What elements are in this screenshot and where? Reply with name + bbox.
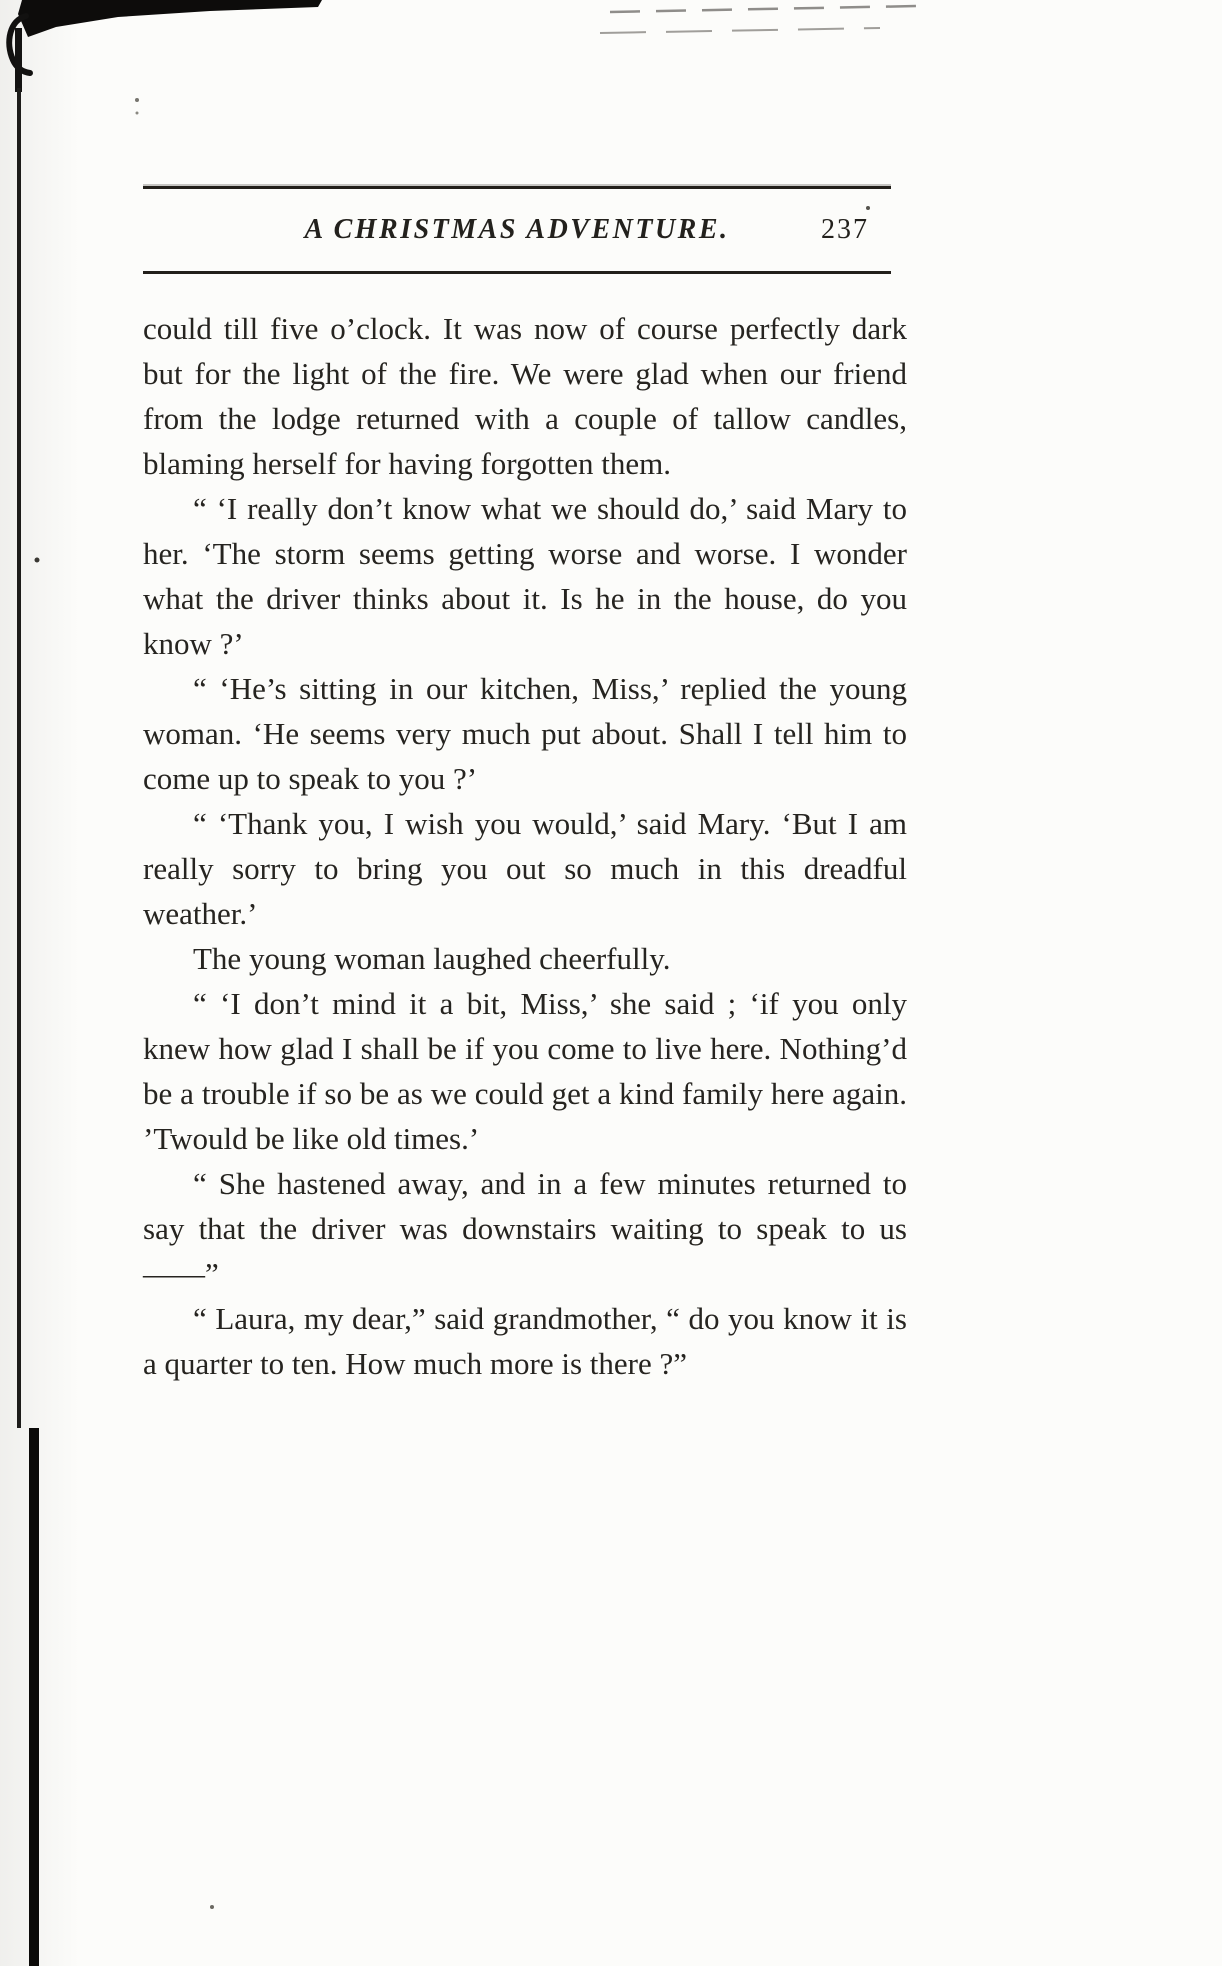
paragraph: “ ‘Thank you, I wish you would,’ said Mary. ‘But I am really sorry to bring you out so much in this dreadful weather.’ [143,806,907,931]
paragraph: could till five o’clock. It was now of course perfectly dark but for the light of the fire. We were glad when our friend from the lodge returned with a couple of tallow candles, blaming herself for having forgotten them. [143,311,907,481]
scan-artifact-dashed-edge-2 [600,28,880,33]
paragraph: “ Laura, my dear,” said grandmother, “ do you know it is a quarter to ten. How much more is there ?” [143,1301,907,1381]
page-number: 237 [821,214,869,245]
header-row [143,189,891,271]
running-header [143,186,891,274]
paragraph: “ ‘I don’t mind it a bit, Miss,’ she said ; ‘if you only knew how glad I shall be if you come to live here. Nothing’d be a trouble if so be as we could get a kind family here again. ’Twould be like old times.’ [143,986,907,1156]
scan-artifact-dashed-edge-1 [610,6,918,12]
binding-shadow [0,0,80,1966]
paragraph: “ She hastened away, and in a few minutes returned to say that the driver was downstairs waiting to speak to us——” [143,1166,907,1291]
scan-artifact-speck [135,98,139,102]
page-body-text [143,306,907,1386]
scan-artifact-speck [210,1905,214,1909]
scan-artifact-speck [136,112,139,115]
paragraph: “ ‘He’s sitting in our kitchen, Miss,’ replied the young woman. ‘He seems very much put about. Shall I tell him to come up to speak to you ?’ [143,671,907,796]
paragraph: “ ‘I really don’t know what we should do,’ said Mary to her. ‘The storm seems getting worse and worse. I wonder what the driver thinks about it. Is he in the house, do you know ?’ [143,491,907,661]
paragraph: The young woman laughed cheerfully. [193,941,671,976]
running-title: A CHRISTMAS ADVENTURE. [304,214,730,245]
header-rule-bottom [143,271,891,274]
